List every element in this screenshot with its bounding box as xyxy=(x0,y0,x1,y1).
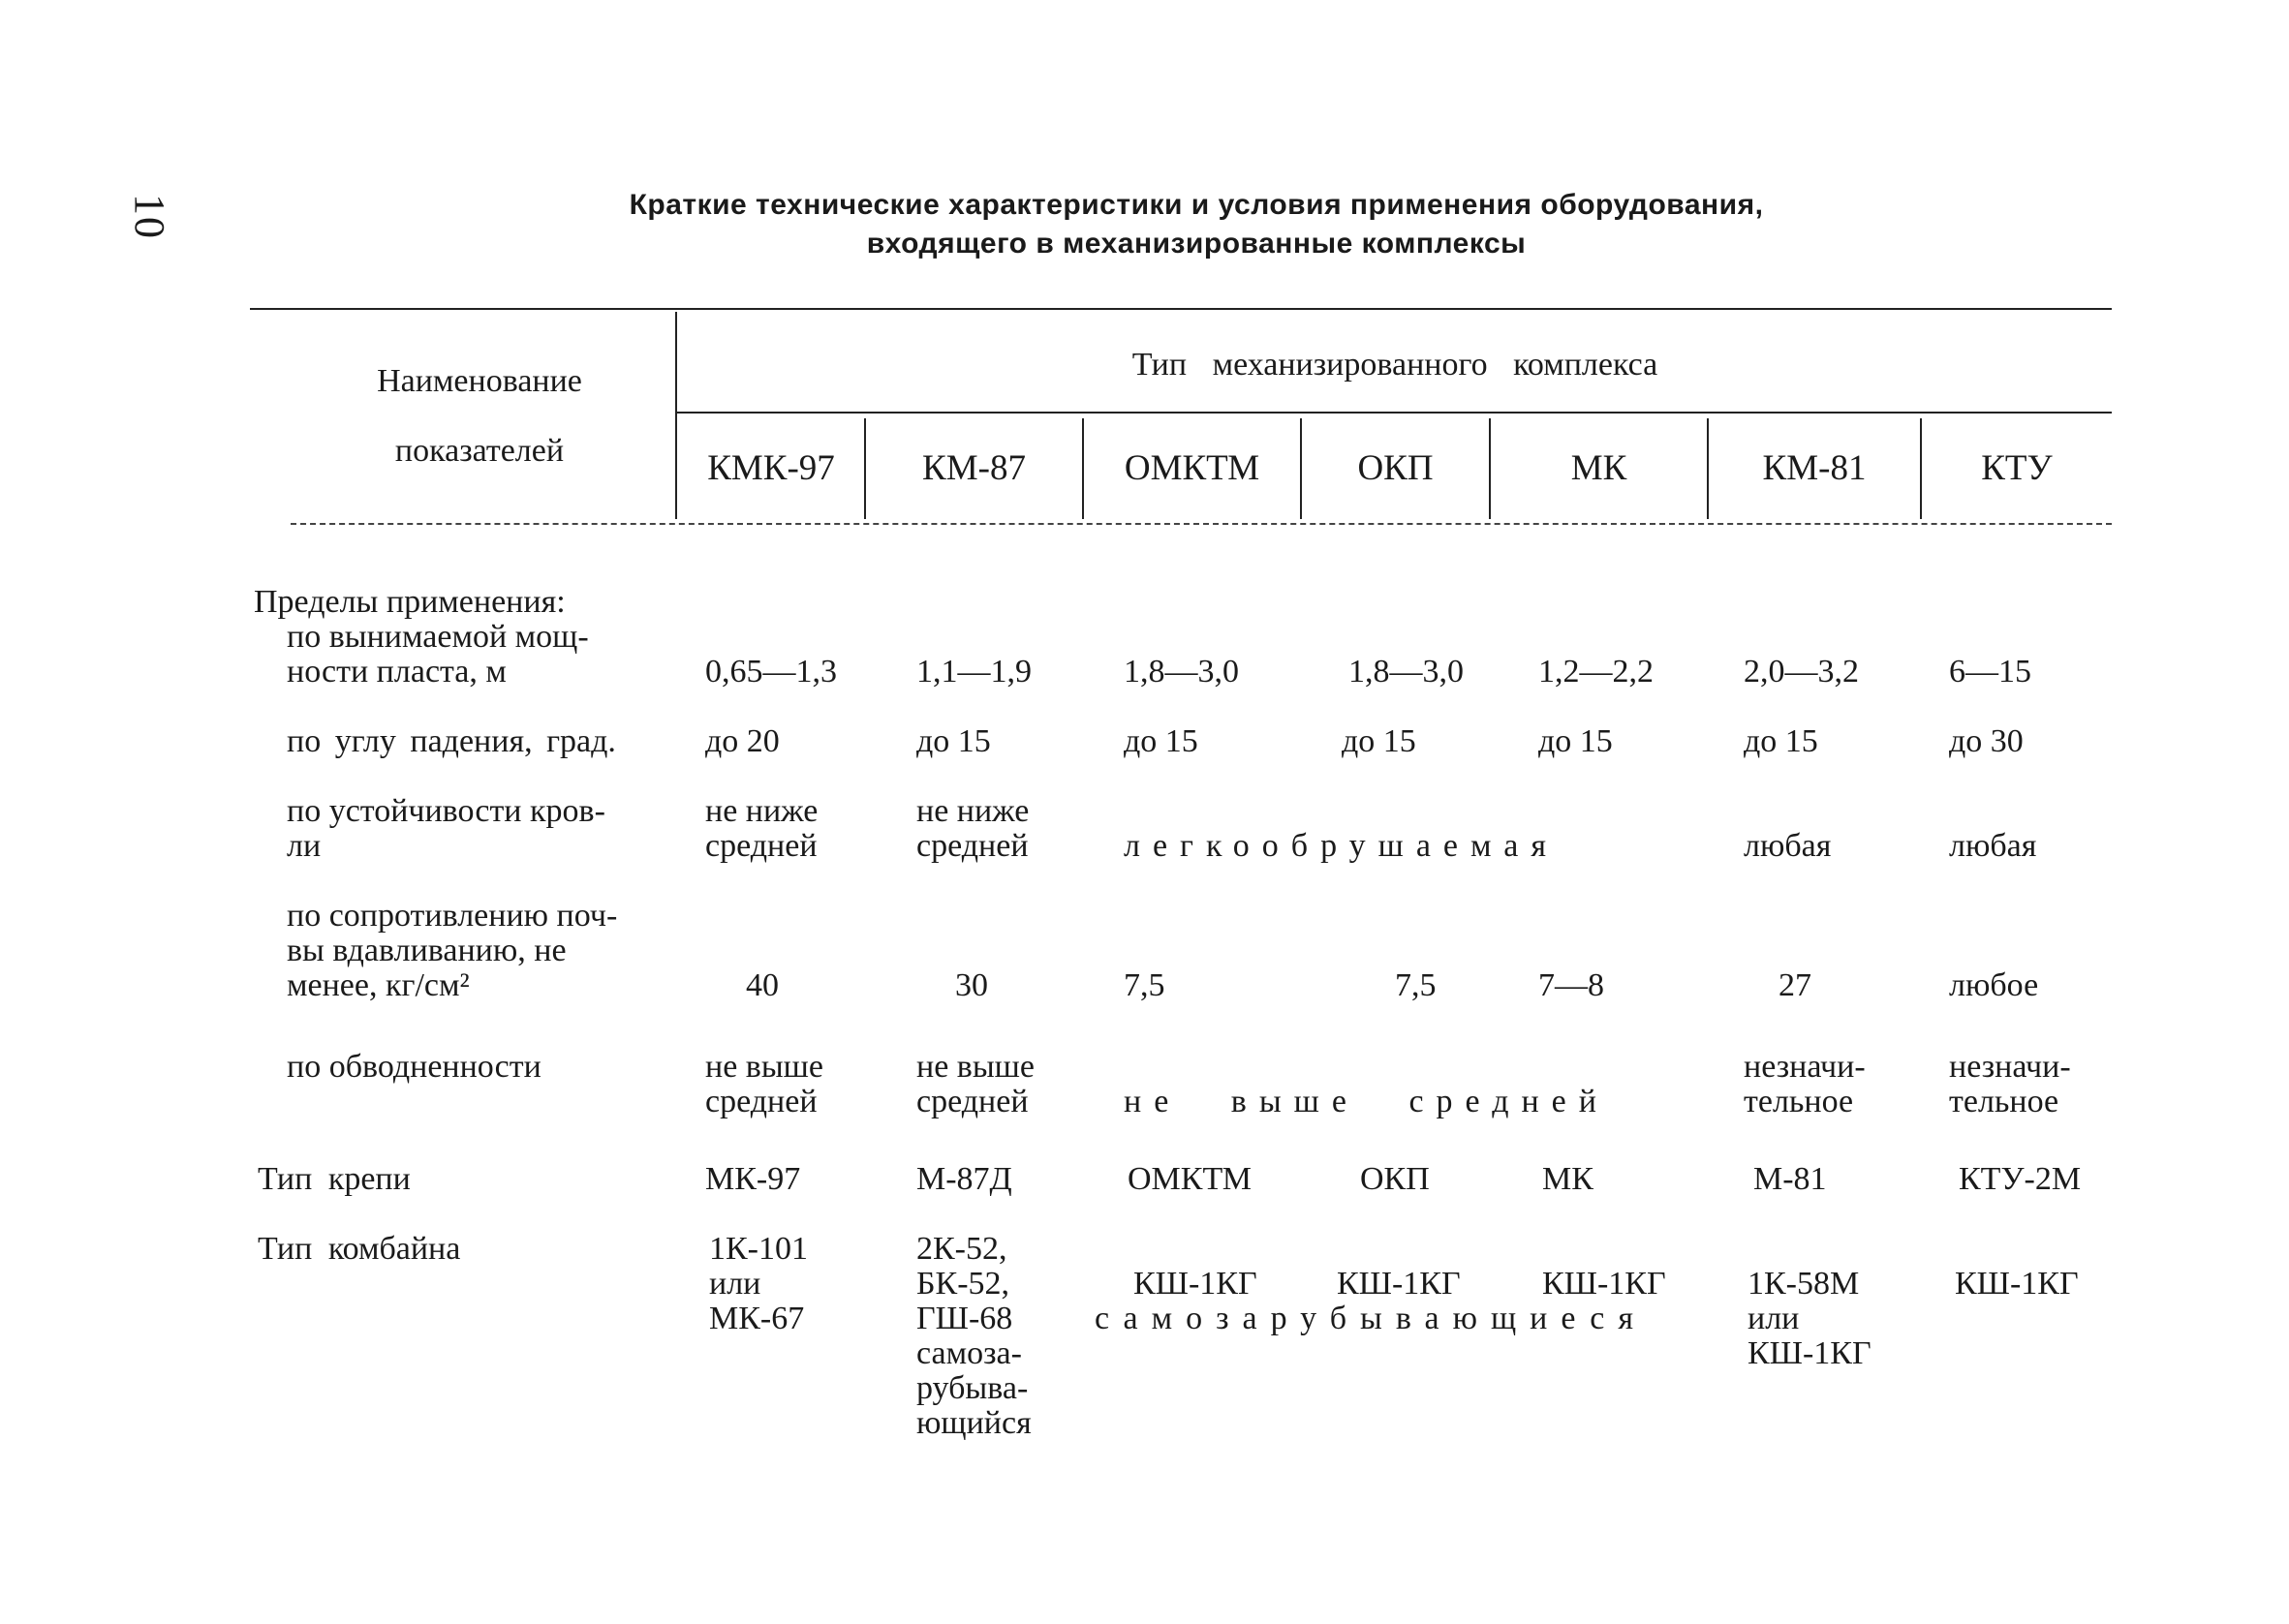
cell: ОКП xyxy=(1360,1161,1430,1197)
cell: ОМКТМ xyxy=(1128,1161,1253,1197)
cell: незначи- тельное xyxy=(1744,1049,1866,1119)
cell: 27 xyxy=(1779,967,1811,1003)
cell: 7,5 xyxy=(1395,967,1437,1003)
row-label-header-line-2: показателей xyxy=(394,433,565,469)
cell: М-87Д xyxy=(916,1161,1012,1197)
header-divider-main xyxy=(675,312,677,519)
row-label-dip-angle: по углу падения, град. xyxy=(287,723,616,759)
cell: КШ-1КГ xyxy=(1542,1266,1666,1302)
cell: 1К-58М или КШ-1КГ xyxy=(1748,1266,1871,1371)
cell: любая xyxy=(1949,828,2037,864)
cell: 1,1—1,9 xyxy=(916,654,1032,689)
section-label: Пределы применения: xyxy=(254,584,566,620)
column-header-okp: ОКП xyxy=(1357,448,1434,488)
cell: 2К-52, БК-52, ГШ-68 самоза- рубыва- ющийся xyxy=(916,1231,1032,1441)
table-title xyxy=(542,186,1850,263)
cell: 1,2—2,2 xyxy=(1538,654,1654,689)
cell: до 15 xyxy=(1124,723,1198,759)
cell: до 15 xyxy=(1342,723,1416,759)
column-header-km81: КМ-81 xyxy=(1762,448,1867,488)
cell: до 15 xyxy=(1538,723,1613,759)
cell: не ниже средней xyxy=(916,793,1030,864)
cell: любое xyxy=(1949,967,2039,1003)
column-header-mk: МК xyxy=(1570,448,1627,488)
group-header: Тип механизированного комплекса xyxy=(1131,347,1658,383)
cell: до 15 xyxy=(1744,723,1818,759)
row-label-roof-stability: по устойчивости кров- ли xyxy=(287,793,605,864)
cell: до 30 xyxy=(1949,723,2024,759)
cell: до 15 xyxy=(916,723,991,759)
cell: М-81 xyxy=(1753,1161,1827,1197)
cell: 2,0—3,2 xyxy=(1744,654,1859,689)
cell: 1,8—3,0 xyxy=(1124,654,1239,689)
span-cell-roof: легкообрушаемая xyxy=(1124,828,1560,864)
header-group-rule xyxy=(676,412,2112,414)
cell: 0,65—1,3 xyxy=(705,654,837,689)
cell: 7,5 xyxy=(1124,967,1165,1003)
cell: 30 xyxy=(955,967,988,1003)
column-header-ktu: КТУ xyxy=(1981,448,2053,488)
cell: МК-97 xyxy=(705,1161,801,1197)
cell: 1К-101 или МК-67 xyxy=(709,1231,808,1336)
cell: не выше средней xyxy=(916,1049,1035,1119)
page-number: 10 xyxy=(126,194,173,240)
row-label-thickness: по вынимаемой мощ- ности пласта, м xyxy=(287,619,589,689)
cell: КШ-1КГ xyxy=(1133,1266,1257,1302)
cell: незначи- тельное xyxy=(1949,1049,2071,1119)
cell: не выше средней xyxy=(705,1049,823,1119)
title-line-2: входящего в механизированные комплексы xyxy=(866,228,1527,260)
title-line-1: Краткие технические характеристики и условия применения оборудования, xyxy=(629,189,1764,221)
column-header-kmk97: КМК-97 xyxy=(707,448,835,488)
cell: МК xyxy=(1542,1161,1593,1197)
cell: 40 xyxy=(746,967,779,1003)
row-label-floor-resistance: по сопротивлению поч- вы вдавливанию, не менее, кг/см² xyxy=(287,898,618,1003)
cell: КШ-1КГ xyxy=(1955,1266,2079,1302)
cell: КШ-1КГ xyxy=(1337,1266,1461,1302)
row-label-support-type: Тип крепи xyxy=(258,1161,411,1197)
cell: КТУ-2М xyxy=(1959,1161,2082,1197)
column-header-omktm: ОМКТМ xyxy=(1124,448,1260,488)
row-label-combine-type: Тип комбайна xyxy=(258,1231,461,1267)
cell: 6—15 xyxy=(1949,654,2031,689)
span-cell-combine: самозарубывающиеся xyxy=(1095,1301,1648,1336)
row-label-header-line-1: Наименование xyxy=(377,363,582,399)
column-header-km87: КМ-87 xyxy=(922,448,1026,488)
cell: 1,8—3,0 xyxy=(1348,654,1464,689)
header-bottom-rule xyxy=(291,523,2112,525)
cell: не ниже средней xyxy=(705,793,819,864)
cell: до 20 xyxy=(705,723,780,759)
row-label-water-content: по обводненности xyxy=(287,1049,541,1085)
cell: любая xyxy=(1744,828,1832,864)
cell: 7—8 xyxy=(1538,967,1604,1003)
span-cell-water: не выше средней xyxy=(1124,1084,1609,1119)
table-top-rule xyxy=(250,308,2112,310)
